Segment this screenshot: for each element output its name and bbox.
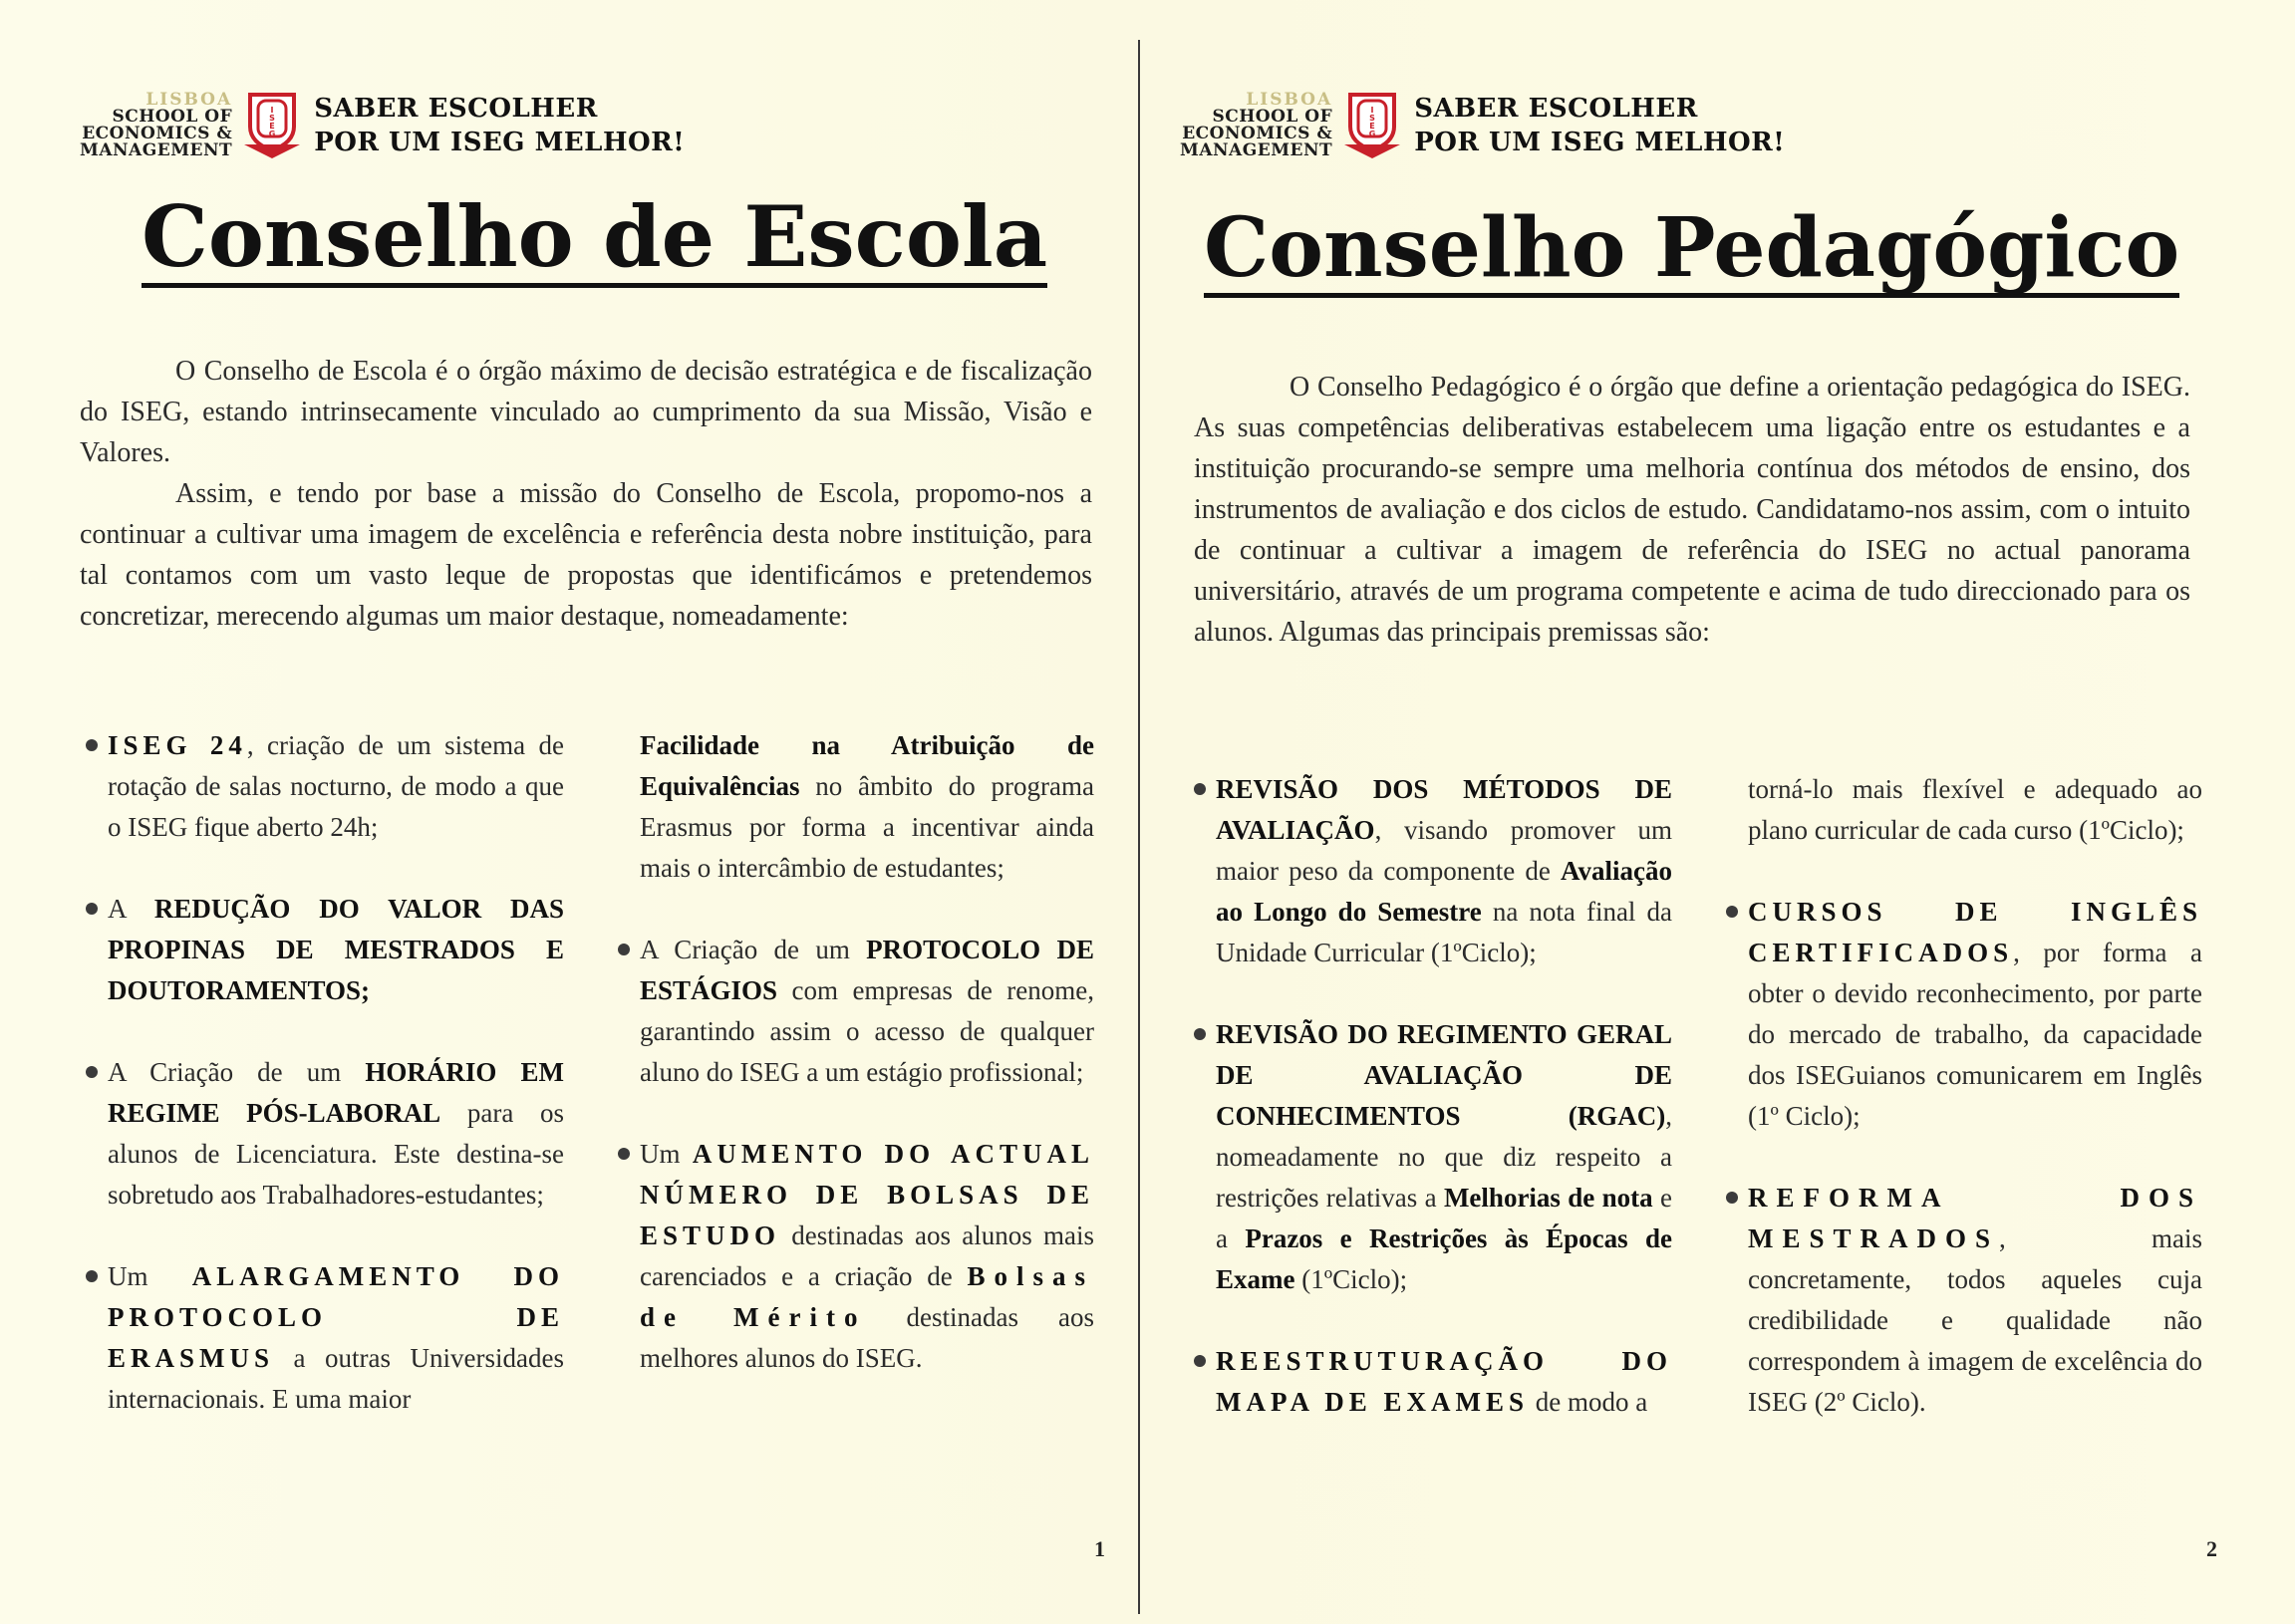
slogan	[1414, 92, 1785, 159]
bullet-icon	[1194, 783, 1206, 795]
iseg-shield-icon	[1344, 93, 1400, 158]
svg-text:S: S	[269, 114, 276, 123]
logo-line-1: SCHOOL OF	[1212, 107, 1333, 127]
bullet-icon	[618, 1148, 630, 1160]
slogan-line-1: SABER ESCOLHER	[314, 94, 598, 124]
list-item: Um ALARGAMENTO DO PROTOCOLO DE ERASMUS a outras Universidades internacionais. E uma maior	[86, 1256, 564, 1420]
slogan-line-2: POR UM ISEG MELHOR!	[314, 128, 686, 157]
list-item: CURSOS DE INGLÊS CERTIFICADOS, por forma a obter o devido reconhecimento, por parte do mercado de trabalho, da capacidade dos ISEGuianos comunicarem em Inglês (1º Ciclo);	[1726, 892, 2202, 1137]
list-item: ISEG 24, criação de um sistema de rotação de salas nocturno, de modo a que o ISEG fique aberto 24h;	[86, 725, 564, 848]
svg-text:I: I	[1370, 106, 1374, 115]
premises-column-2	[1726, 769, 2202, 1464]
list-item: A Criação de um HORÁRIO EM REGIME PÓS-LABORAL para os alunos de Licenciatura. Este destina-se sobretudo aos Trabalhadores-estudantes;	[86, 1052, 564, 1216]
bullet-icon	[86, 903, 98, 915]
logo-line-3: MANAGEMENT	[1180, 140, 1333, 160]
proposals-column-2	[618, 725, 1094, 1420]
logo-line-1: SCHOOL OF	[112, 107, 233, 127]
slogan-line-2: POR UM ISEG MELHOR!	[1414, 128, 1786, 157]
logo-line-2: ECONOMICS &	[1182, 124, 1333, 143]
logo-line-2: ECONOMICS &	[82, 124, 233, 143]
iseg-shield-icon	[244, 93, 300, 158]
intro-paragraph-1: O Conselho de Escola é o órgão máximo de decisão estratégica e de fiscalização do ISEG, estando intrinsecamente vinculado ao cumprimento da sua Missão, Visão e Valores.	[80, 356, 1092, 468]
intro-paragraph-2: Assim, e tendo por base a missão do Conselho de Escola, propomo-nos a continuar a cultivar uma imagem de excelência e referência desta nobre instituição, para tal contamos com um vasto leque de propostas que identificámos e pretendemos concretizar, merecendo algumas um maior destaque, nomeadamente:	[80, 478, 1092, 632]
left-page	[0, 0, 1138, 1624]
logo-wordmark	[80, 92, 232, 159]
page-fold-divider	[1138, 40, 1140, 1614]
svg-text:G: G	[1368, 130, 1376, 138]
iseg-logo	[1180, 92, 1785, 159]
logo-line-3: MANAGEMENT	[80, 140, 233, 160]
iseg-logo	[80, 92, 685, 159]
list-item: torná-lo mais flexível e adequado ao plano curricular de cada curso (1ºCiclo);	[1748, 774, 2202, 845]
bullet-icon	[86, 1066, 98, 1078]
bullet-icon	[618, 944, 630, 955]
intro-text	[1194, 367, 2190, 653]
page-number: 1	[1094, 1536, 1105, 1561]
bullet-icon	[1194, 1355, 1206, 1367]
slogan-line-1: SABER ESCOLHER	[1414, 94, 1698, 124]
svg-text:I: I	[270, 106, 274, 115]
bullet-icon	[86, 1270, 98, 1282]
list-item: REESTRUTURAÇÃO DO MAPA DE EXAMES de modo a	[1194, 1341, 1672, 1423]
list-item: Facilidade na Atribuição de Equivalências no âmbito do programa Erasmus por forma a incentivar ainda mais o intercâmbio de estudantes;	[640, 730, 1094, 883]
list-item: Um AUMENTO DO ACTUAL NÚMERO DE BOLSAS DE ESTUDO destinadas aos alunos mais carenciados e a criação de Bolsas de Mérito destinadas aos melhores alunos do ISEG.	[618, 1134, 1094, 1379]
list-item: A REDUÇÃO DO VALOR DAS PROPINAS DE MESTRADOS E DOUTORAMENTOS;	[86, 889, 564, 1011]
bullet-icon	[1726, 1192, 1738, 1204]
page-number: 2	[2206, 1536, 2217, 1561]
logo-city: LISBOA	[1246, 90, 1333, 110]
svg-text:G: G	[268, 130, 276, 138]
bullet-icon	[1194, 1028, 1206, 1040]
svg-text:E: E	[269, 122, 275, 131]
list-item: REVISÃO DOS MÉTODOS DE AVALIAÇÃO, visando promover um maior peso da componente de Avaliação ao Longo do Semestre na nota final da Unidade Curricular (1ºCiclo);	[1194, 769, 1672, 973]
list-item: REVISÃO DO REGIMENTO GERAL DE AVALIAÇÃO DE CONHECIMENTOS (RGAC), nomeadamente no que diz respeito a restrições relativas a Melhorias de nota e a Prazos e Restrições às Épocas de Exame (1ºCiclo);	[1194, 1014, 1672, 1300]
intro-text	[80, 351, 1092, 637]
logo-city: LISBOA	[145, 90, 233, 110]
bullet-icon	[1726, 906, 1738, 918]
svg-text:S: S	[1369, 114, 1376, 123]
proposals-column-1	[86, 725, 564, 1461]
list-item: REFORMA DOS MESTRADOS, mais concretamente, todos aqueles cuja credibilidade e qualidade não correspondem à imagem de excelência do ISEG (2º Ciclo).	[1726, 1178, 2202, 1423]
list-item: A Criação de um PROTOCOLO DE ESTÁGIOS com empresas de renome, garantindo assim o acesso de qualquer aluno do ISEG a um estágio profissional;	[618, 930, 1094, 1093]
bullet-icon	[86, 739, 98, 751]
premises-column-1	[1194, 769, 1672, 1464]
page-title: Conselho de Escola	[142, 187, 1048, 286]
svg-text:E: E	[1369, 122, 1375, 131]
logo-wordmark	[1180, 92, 1332, 159]
page-title: Conselho Pedagógico	[1204, 200, 2180, 296]
right-page	[1142, 0, 2295, 1624]
intro-paragraph-1: O Conselho Pedagógico é o órgão que define a orientação pedagógica do ISEG. As suas competências deliberativas estabelecem uma ligação entre os estudantes e a instituição procurando-se sempre uma melhoria contínua dos métodos de ensino, dos instrumentos de avaliação e dos ciclos de estudo. Candidatamo-nos assim, com o intuito de continuar a cultivar a imagem de referência do ISEG no actual panorama universitário, através de um programa competente e acima de tudo direccionado para os alunos. Algumas das principais premissas são:	[1194, 372, 2190, 648]
slogan	[314, 92, 685, 159]
